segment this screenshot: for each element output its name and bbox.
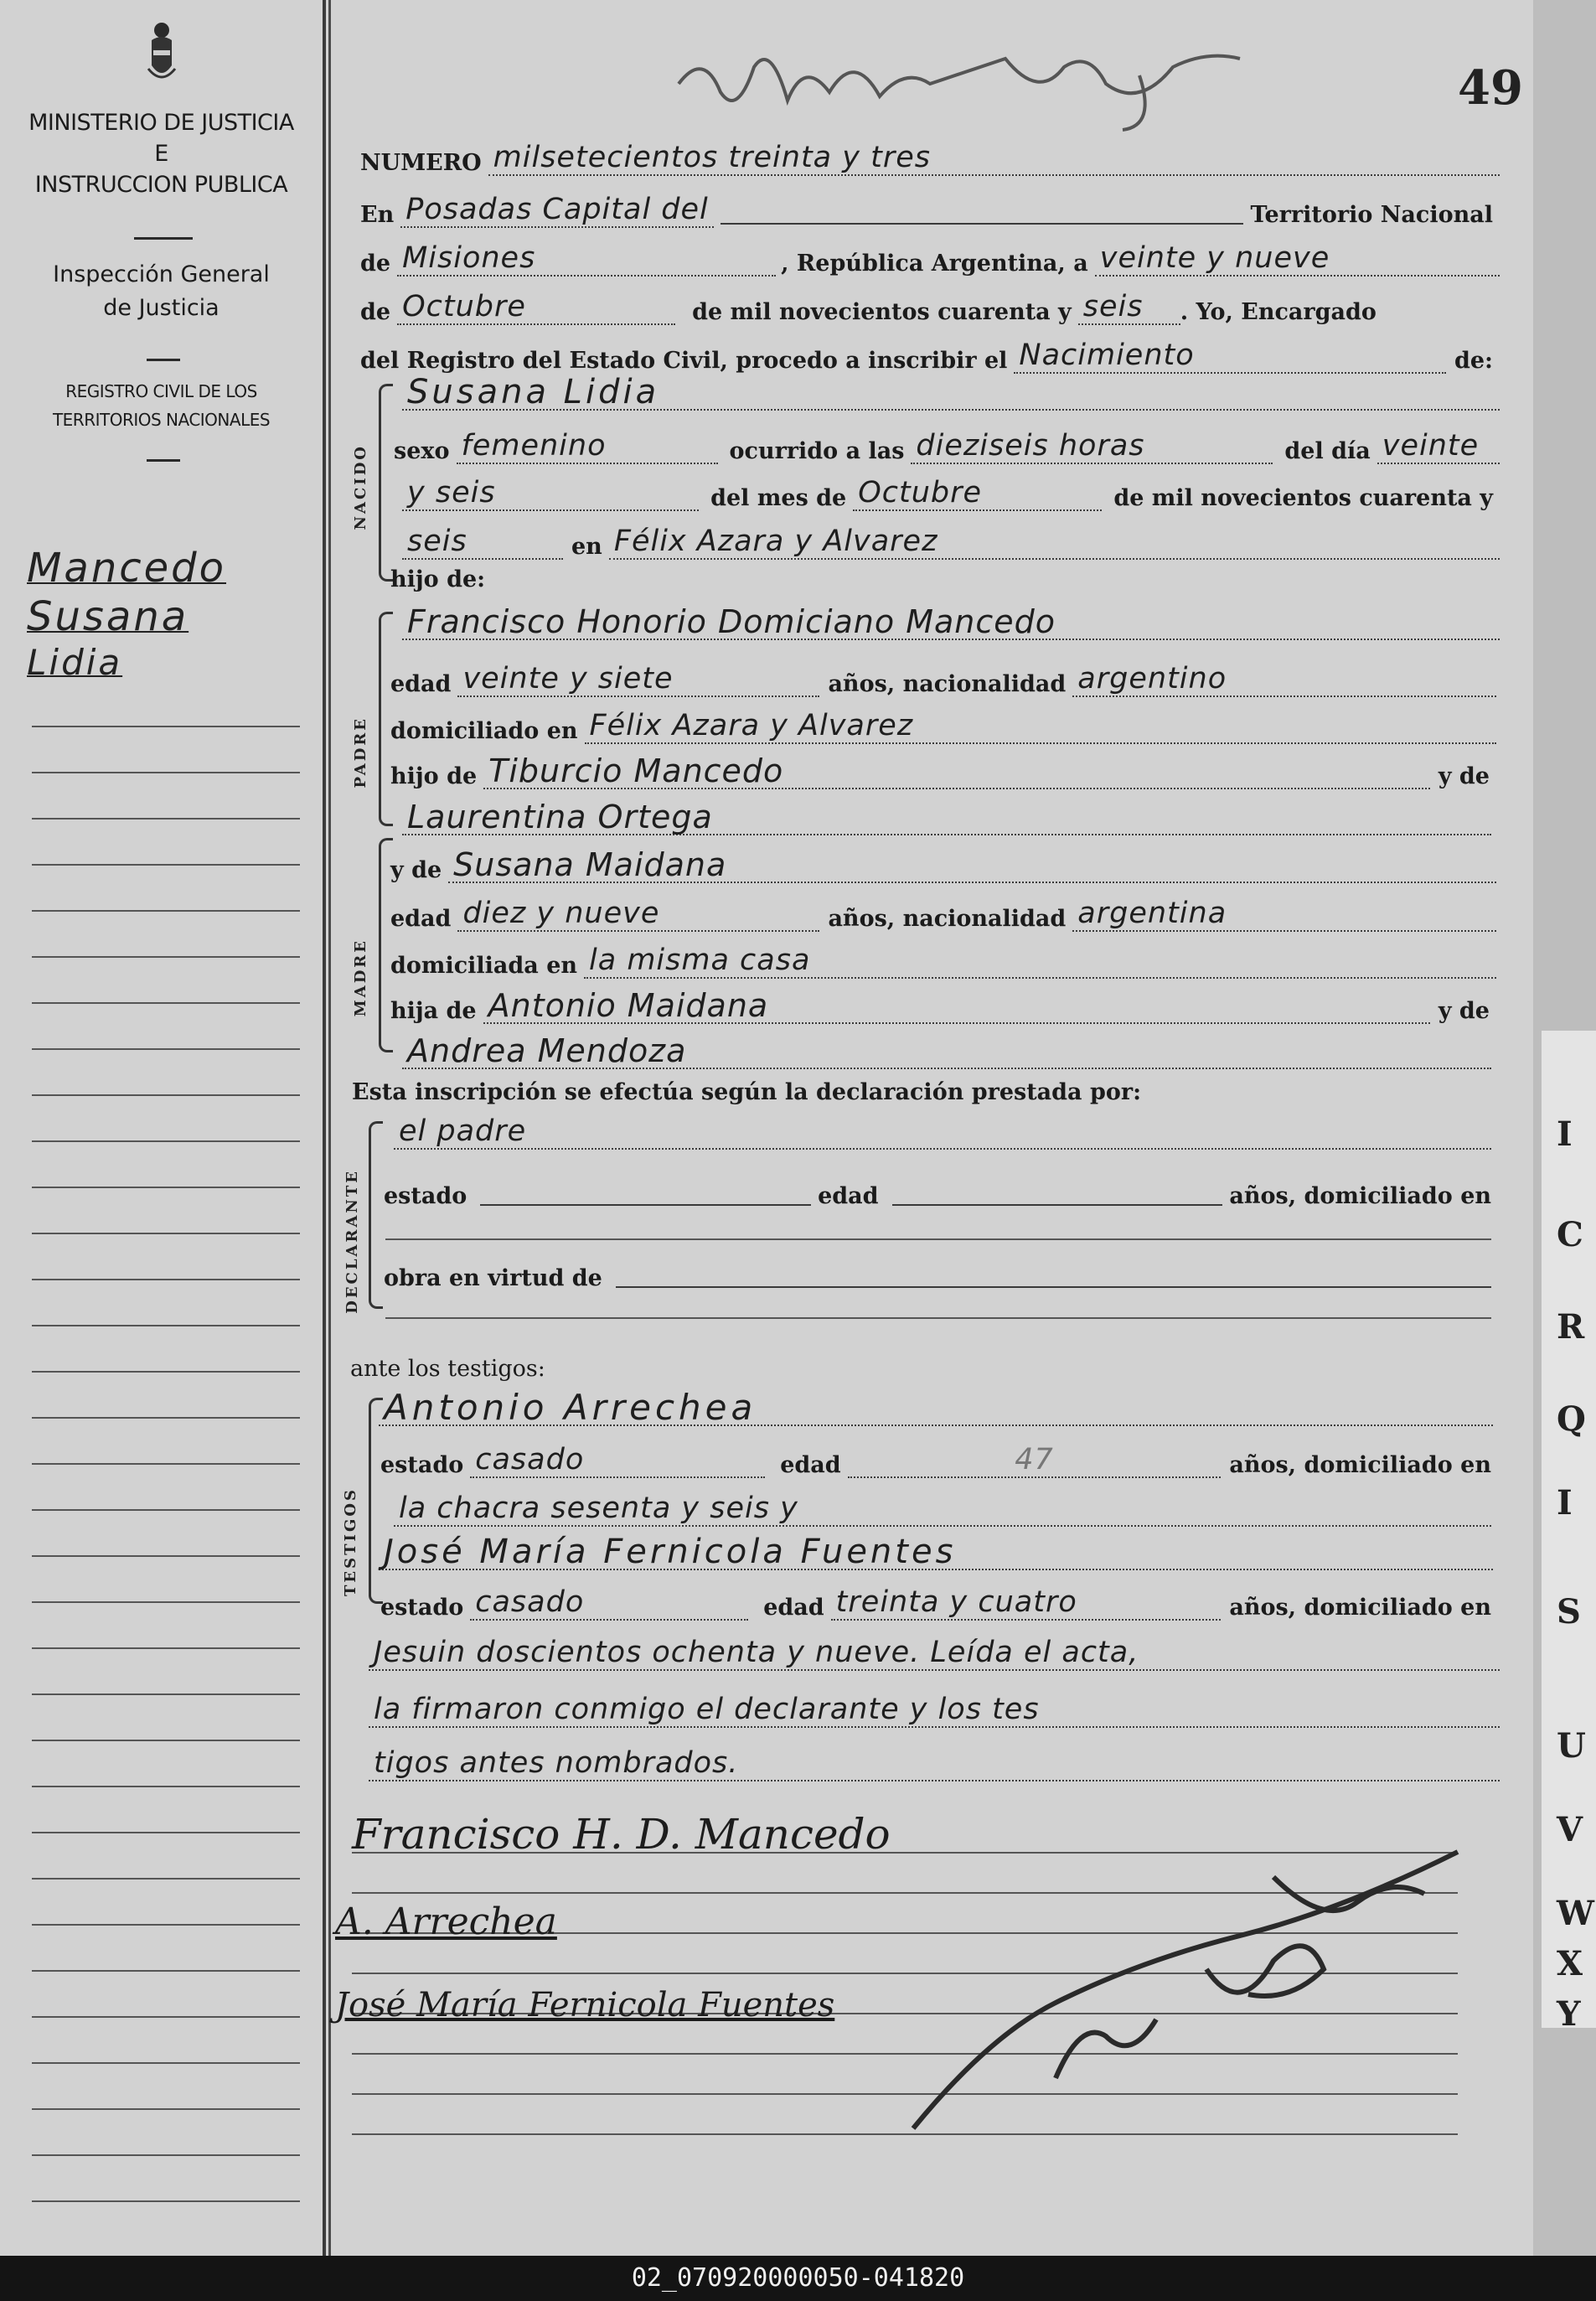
act-type-value: Nacimiento — [1014, 339, 1446, 374]
inspection-line-2: de Justicia — [103, 295, 220, 321]
declarante-value: el padre — [394, 1114, 1491, 1150]
declarante-dom-label: años, domiciliado en — [1229, 1183, 1492, 1209]
madre-mother-value: Andrea Mendoza — [402, 1034, 1491, 1069]
row-madre-mother — [402, 1034, 1491, 1069]
margin-rule-line — [32, 1740, 300, 1741]
day-value: veinte y nueve — [1095, 241, 1500, 277]
padre-father-value: Tiburcio Mancedo — [483, 754, 1430, 789]
ministry-line-1: MINISTERIO DE JUSTICIA — [28, 110, 294, 136]
margin-rule-line — [32, 956, 300, 958]
margin-rule-line — [32, 1463, 300, 1465]
padre-dom-value: Félix Azara y Alvarez — [585, 709, 1496, 744]
year-label: de mil novecientos cuarenta y — [692, 299, 1072, 325]
row-sexo — [394, 429, 1500, 464]
testigo-1-edad: 47 — [848, 1443, 1222, 1478]
en-label: En — [360, 202, 395, 228]
numero-label: NUMERO — [360, 150, 482, 176]
row-testigo-1-dom — [394, 1492, 1491, 1527]
margin-rule-line — [32, 726, 300, 727]
testigo-1-dom: la chacra sesenta y seis y — [394, 1492, 1491, 1527]
inspection-title — [17, 258, 306, 325]
mes-label: del mes de — [710, 485, 847, 511]
testigo-2-estado-label: estado — [380, 1595, 464, 1621]
margin-rule-line — [32, 1832, 300, 1833]
margin-rule-line — [32, 1555, 300, 1557]
row-closing-2 — [369, 1746, 1500, 1781]
padre-y-de: y de — [1438, 763, 1490, 789]
row-madre-edad — [390, 897, 1496, 932]
margin-rule-line — [32, 1325, 300, 1326]
margin-first-name: Susana — [27, 593, 189, 640]
margin-rule-line — [32, 1371, 300, 1373]
official-signature — [888, 1827, 1475, 2145]
row-date — [360, 290, 1500, 325]
row-testigos-intro — [350, 1356, 1498, 1382]
registro-label: del Registro del Estado Civil, procedo a inscribir el — [360, 348, 1008, 374]
madre-dom-value: la misma casa — [584, 944, 1496, 979]
row-hijo — [390, 566, 1496, 592]
testigo-2-dom-label: años, domiciliado en — [1229, 1595, 1491, 1621]
adjacent-page-strip: I C R Q I S U V W X Y — [1533, 0, 1596, 2256]
margin-rule-line — [32, 2154, 300, 2156]
row-declaracion-intro — [352, 1079, 1500, 1105]
margin-rule-line — [32, 2108, 300, 2110]
mil-label: de mil novecientos cuarenta y — [1113, 485, 1493, 511]
declaracion-intro: Esta inscripción se efectúa según la declaración prestada por: — [352, 1079, 1142, 1105]
hijo-label: hijo de: — [390, 566, 486, 592]
row-declarante — [394, 1114, 1491, 1150]
de-colon: de: — [1454, 348, 1493, 374]
testigo-2-edad-label: edad — [763, 1595, 824, 1621]
de-label-2: de — [360, 299, 391, 325]
padre-name: Francisco Honorio Domiciano Mancedo — [402, 605, 1500, 640]
hora-value: dieziseis horas — [911, 429, 1273, 464]
row-nacido-name — [402, 375, 1500, 411]
margin-rule-line — [32, 1509, 300, 1511]
signature-testigo-1: A. Arrechea — [335, 1900, 557, 1943]
testigo-2-name: José María Fernicola Fuentes — [379, 1535, 1493, 1570]
margin-rule-line — [32, 1279, 300, 1280]
testigo-1-estado: casado — [470, 1443, 765, 1478]
margin-rule-line — [32, 864, 300, 866]
territory-value: Misiones — [397, 241, 776, 277]
declarante-side-label: DECLARANTE — [343, 1169, 361, 1314]
madre-name: Susana Maidana — [448, 848, 1496, 883]
madre-yde-label: y de — [390, 857, 442, 883]
row-numero — [360, 141, 1500, 176]
numero-value: milsetecientos treinta y tres — [488, 141, 1500, 176]
testigo-2-edad: treinta y cuatro — [831, 1585, 1222, 1621]
madre-nac-label: años, nacionalidad — [828, 906, 1067, 932]
row-testigo-2 — [379, 1535, 1493, 1570]
row-declarante-estado — [384, 1183, 1498, 1209]
margin-rule-line — [32, 2062, 300, 2064]
row-mes — [402, 476, 1500, 511]
row-madre-hija — [390, 989, 1496, 1024]
nacido-side-label: NACIDO — [352, 444, 369, 530]
row-padre-dom — [390, 709, 1496, 744]
margin-rule-line — [32, 2016, 300, 2018]
row-madre-dom — [390, 944, 1496, 979]
margin-rule-line — [32, 1924, 300, 1926]
row-padre-hijo — [390, 754, 1496, 789]
margin-surname: Mancedo — [27, 545, 227, 592]
header-divider — [134, 237, 193, 240]
year-value: seis — [1078, 290, 1180, 325]
margin-rule-line — [32, 1647, 300, 1649]
padre-nac-label: años, nacionalidad — [828, 671, 1067, 697]
republica-label: , República Argentina, a — [781, 251, 1088, 277]
madre-hija-label: hija de — [390, 998, 477, 1024]
en-value: Posadas Capital del — [400, 193, 714, 228]
testigos-side-label: TESTIGOS — [342, 1487, 359, 1596]
nacido-name: Susana Lidia — [402, 375, 1500, 411]
margin-rule-line — [32, 1786, 300, 1787]
declarante-blank-line — [385, 1238, 1491, 1240]
row-act-type — [360, 339, 1500, 374]
padre-hijo-label: hijo de — [390, 763, 478, 789]
margin-rule-line — [32, 1140, 300, 1142]
margin-rule-line — [32, 2200, 300, 2202]
ministry-line-3: INSTRUCCION PUBLICA — [34, 172, 288, 198]
registry-line-2: TERRITORIOS NACIONALES — [52, 410, 271, 430]
closing-line-1: la firmaron conmigo el declarante y los tes — [369, 1693, 1500, 1728]
dia-value-cont: y seis — [402, 476, 699, 511]
registry-title — [17, 377, 306, 434]
testigo-1-name: Antonio Arrechea — [379, 1391, 1493, 1426]
madre-edad-label: edad — [390, 906, 452, 932]
padre-side-label: PADRE — [352, 716, 369, 789]
padre-dom-label: domiciliado en — [390, 718, 578, 744]
row-en — [360, 193, 1500, 228]
row-padre-edad — [390, 662, 1496, 697]
dia-label: del día — [1284, 438, 1371, 464]
nacido-brace — [379, 384, 393, 582]
ocurrido-label: ocurrido a las — [729, 438, 905, 464]
margin-rule-line — [32, 1187, 300, 1188]
declarante-estado-label: estado — [384, 1183, 467, 1209]
ministry-title — [17, 107, 306, 200]
margin-rule-line — [32, 818, 300, 820]
padre-edad-value: veinte y siete — [457, 662, 819, 697]
margin-rule-line — [32, 1693, 300, 1695]
testigos-intro: ante los testigos: — [350, 1356, 545, 1382]
registry-line-1: REGISTRO CIVIL DE LOS — [65, 381, 257, 401]
padre-mother-value: Laurentina Ortega — [402, 800, 1491, 835]
margin-rule-line — [32, 1601, 300, 1603]
row-closing-1 — [369, 1693, 1500, 1728]
testigos-brace — [369, 1398, 383, 1604]
row-testigo-2-estado — [380, 1585, 1498, 1621]
padre-nac-value: argentino — [1072, 662, 1496, 697]
page-number: 49 — [1458, 60, 1523, 116]
margin-rule-line — [32, 772, 300, 773]
madre-edad-value: diez y nueve — [457, 897, 819, 932]
ministry-line-2: E — [154, 141, 168, 167]
lugar-value: Félix Azara y Alvarez — [609, 525, 1500, 560]
testigo-1-edad-label: edad — [780, 1452, 841, 1478]
sexo-label: sexo — [394, 438, 450, 464]
anio-value: seis — [402, 525, 563, 560]
margin-rule-line — [32, 1417, 300, 1419]
padre-edad-label: edad — [390, 671, 452, 697]
header-divider-3 — [147, 459, 180, 462]
signature-testigo-2: José María Fernicola Fuentes — [335, 1986, 835, 2024]
row-testigo-1 — [379, 1387, 1493, 1428]
madre-dom-label: domiciliada en — [390, 953, 578, 979]
margin-rule-line — [32, 910, 300, 912]
testigo-1-estado-label: estado — [380, 1452, 464, 1478]
row-padre-name — [402, 605, 1500, 640]
declarante-edad-label: edad — [818, 1183, 879, 1209]
row-territory — [360, 241, 1500, 277]
row-lugar — [402, 525, 1500, 560]
margin-rule-line — [32, 1048, 300, 1050]
inspection-line-1: Inspección General — [53, 261, 270, 287]
obra-blank-line — [385, 1317, 1491, 1319]
testigo-1-dom-label: años, domiciliado en — [1229, 1452, 1491, 1478]
header-divider-2 — [147, 359, 180, 361]
madre-y-de: y de — [1438, 998, 1490, 1024]
obra-label: obra en virtud de — [384, 1265, 602, 1291]
yo-label: . Yo, Encargado — [1180, 299, 1376, 325]
en-label-2: en — [571, 534, 602, 560]
territorio-label: Territorio Nacional — [1250, 202, 1493, 228]
madre-side-label: MADRE — [352, 938, 369, 1017]
margin-rule-line — [32, 1094, 300, 1096]
margin-middle-name: Lidia — [27, 642, 123, 683]
de-label: de — [360, 251, 391, 277]
margin-column — [0, 0, 326, 2256]
row-obra — [384, 1265, 1498, 1291]
signature-declarante: Francisco H. D. Mancedo — [352, 1810, 891, 1859]
row-testigo-2-dom — [369, 1636, 1500, 1671]
dia-value: veinte — [1377, 429, 1500, 464]
margin-rule-line — [32, 1970, 300, 1972]
madre-father-value: Antonio Maidana — [483, 989, 1430, 1024]
row-padre-mother — [402, 800, 1491, 835]
margin-rule-line — [32, 1233, 300, 1234]
header-scribble — [670, 34, 1273, 134]
madre-nac-value: argentina — [1072, 897, 1496, 932]
margin-rule-line — [32, 1878, 300, 1880]
margin-rule-line — [32, 1002, 300, 1004]
mes-value: Octubre — [853, 476, 1102, 511]
row-testigo-1-estado — [380, 1443, 1498, 1478]
testigo-2-estado: casado — [470, 1585, 748, 1621]
closing-line-2: tigos antes nombrados. — [369, 1746, 1500, 1781]
month-value: Octubre — [397, 290, 675, 325]
testigo-2-dom: Jesuin doscientos ochenta y nueve. Leída el acta, — [369, 1636, 1500, 1671]
sexo-value: femenino — [457, 429, 718, 464]
declarante-brace — [369, 1121, 383, 1309]
document-code: 02_070920000050-041820 — [0, 2256, 1596, 2301]
row-madre-name — [390, 848, 1496, 883]
coat-of-arms-icon — [147, 18, 177, 85]
